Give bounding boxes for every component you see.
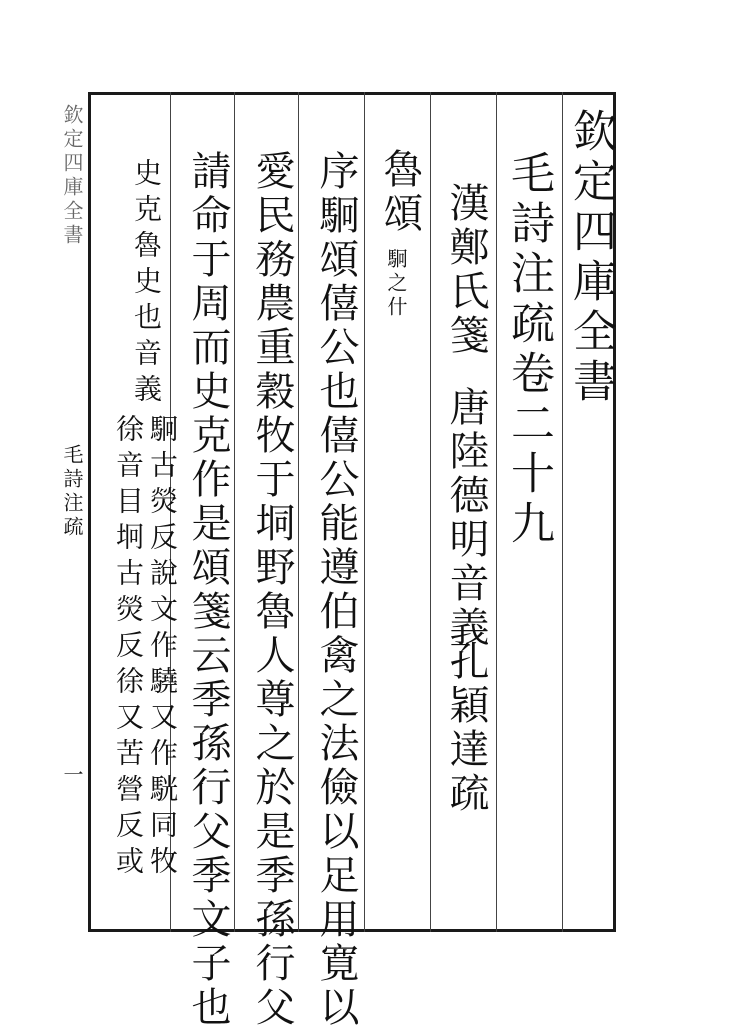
text-line-2: 愛民務農重穀牧于垌野魯人尊之於是季孫行父	[249, 150, 295, 1030]
author-kong: 孔穎達疏	[443, 640, 489, 816]
margin-book-title: 毛詩注疏	[60, 444, 84, 540]
column-rule	[234, 92, 235, 932]
section-title: 魯頌	[377, 148, 423, 236]
author-han: 漢鄭氏箋	[443, 182, 489, 358]
author-tang: 唐陸德明音義	[443, 386, 489, 650]
text-line-1: 序駉頌僖公也僖公能遵伯禽之法儉以足用寛以	[313, 150, 359, 1030]
volume-title: 毛詩注疏卷二十九	[503, 150, 554, 550]
collection-title: 欽定四庫全書	[565, 108, 616, 408]
margin-label: 欽定四庫全書	[60, 104, 84, 248]
text-line-3: 請命于周而史克作是頌箋云季孫行父季文子也	[185, 150, 231, 1030]
note-line-1: 駉古熒反說文作驍又作駫同牧	[146, 414, 179, 882]
column-rule	[430, 92, 431, 932]
column-rule	[496, 92, 497, 932]
column-rule	[298, 92, 299, 932]
column-rule	[562, 92, 563, 932]
note-line-2: 徐音目坰古熒反徐又苦營反或	[112, 414, 145, 882]
margin-page-number: 一	[60, 764, 84, 788]
column-rule	[364, 92, 365, 932]
text-line-4: 史克魯史也音義	[130, 158, 163, 410]
subsection-title: 駉之什	[384, 248, 408, 320]
